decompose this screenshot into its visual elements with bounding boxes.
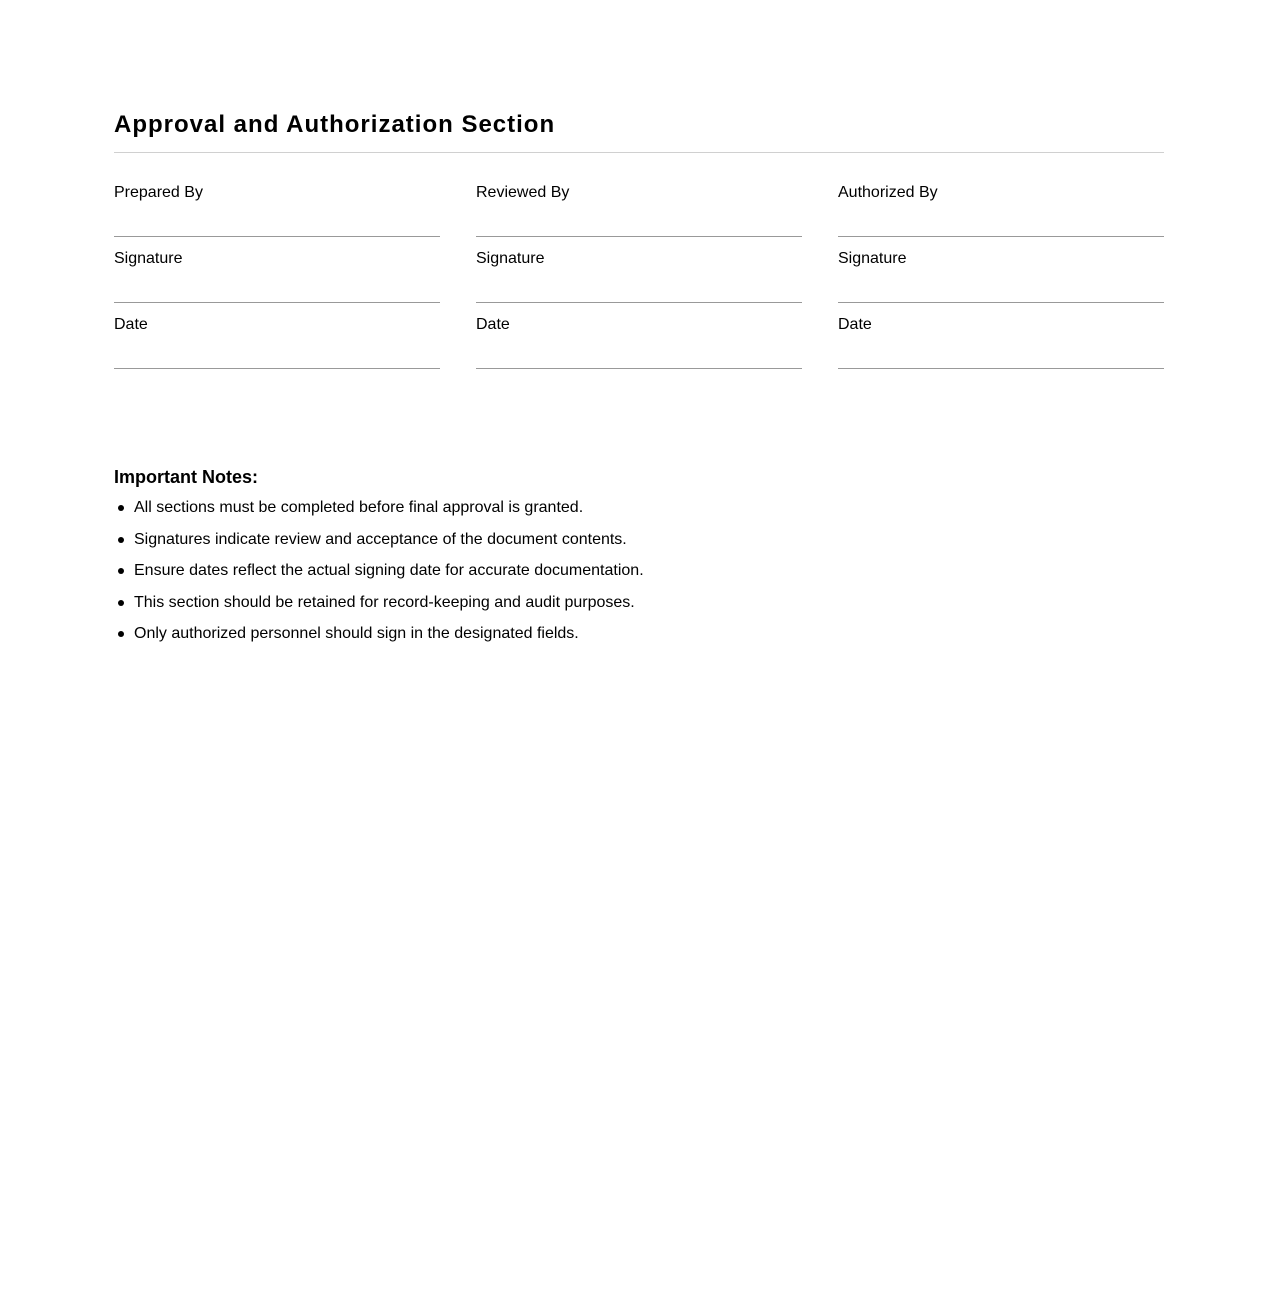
list-item [114,561,1164,593]
field-line [476,302,802,303]
field-line [838,236,1164,237]
column-reviewed-by [476,182,802,380]
date-field[interactable] [476,314,802,380]
title-divider [114,152,1164,153]
name-field[interactable] [114,182,440,248]
field-line [114,236,440,237]
field-label: Signature [476,250,545,267]
bullet-icon [118,537,124,543]
name-field[interactable] [476,182,802,248]
field-label: Prepared By [114,184,203,201]
list-item [114,624,1164,656]
field-label: Signature [114,250,183,267]
field-label: Reviewed By [476,184,570,201]
field-line [838,302,1164,303]
field-label: Authorized By [838,184,938,201]
column-authorized-by [838,182,1164,380]
field-label: Date [114,316,148,333]
important-notes [114,465,1164,656]
field-line [476,368,802,369]
note-text: Ensure dates reflect the actual signing date for accurate documentation. [134,562,644,580]
field-label: Date [838,316,872,333]
field-line [476,236,802,237]
bullet-icon [118,568,124,574]
notes-title: Important Notes: [114,467,258,487]
note-text: This section should be retained for record-keeping and audit purposes. [134,593,635,611]
list-item [114,498,1164,530]
notes-list [114,498,1164,656]
signature-field[interactable] [476,248,802,314]
note-text: Signatures indicate review and acceptance of the document contents. [134,530,627,548]
name-field[interactable] [838,182,1164,248]
signature-field[interactable] [114,248,440,314]
note-text: Only authorized personnel should sign in the designated fields. [134,625,579,643]
list-item [114,593,1164,625]
bullet-icon [118,505,124,511]
signature-field[interactable] [838,248,1164,314]
date-field[interactable] [838,314,1164,380]
field-line [114,368,440,369]
bullet-icon [118,631,124,637]
field-line [114,302,440,303]
bullet-icon [118,600,124,606]
list-item [114,530,1164,562]
date-field[interactable] [114,314,440,380]
field-label: Signature [838,250,907,267]
note-text: All sections must be completed before final approval is granted. [134,499,584,516]
page-title: Approval and Authorization Section [114,111,556,138]
field-label: Date [476,316,510,333]
column-prepared-by [114,182,440,380]
field-line [838,368,1164,369]
